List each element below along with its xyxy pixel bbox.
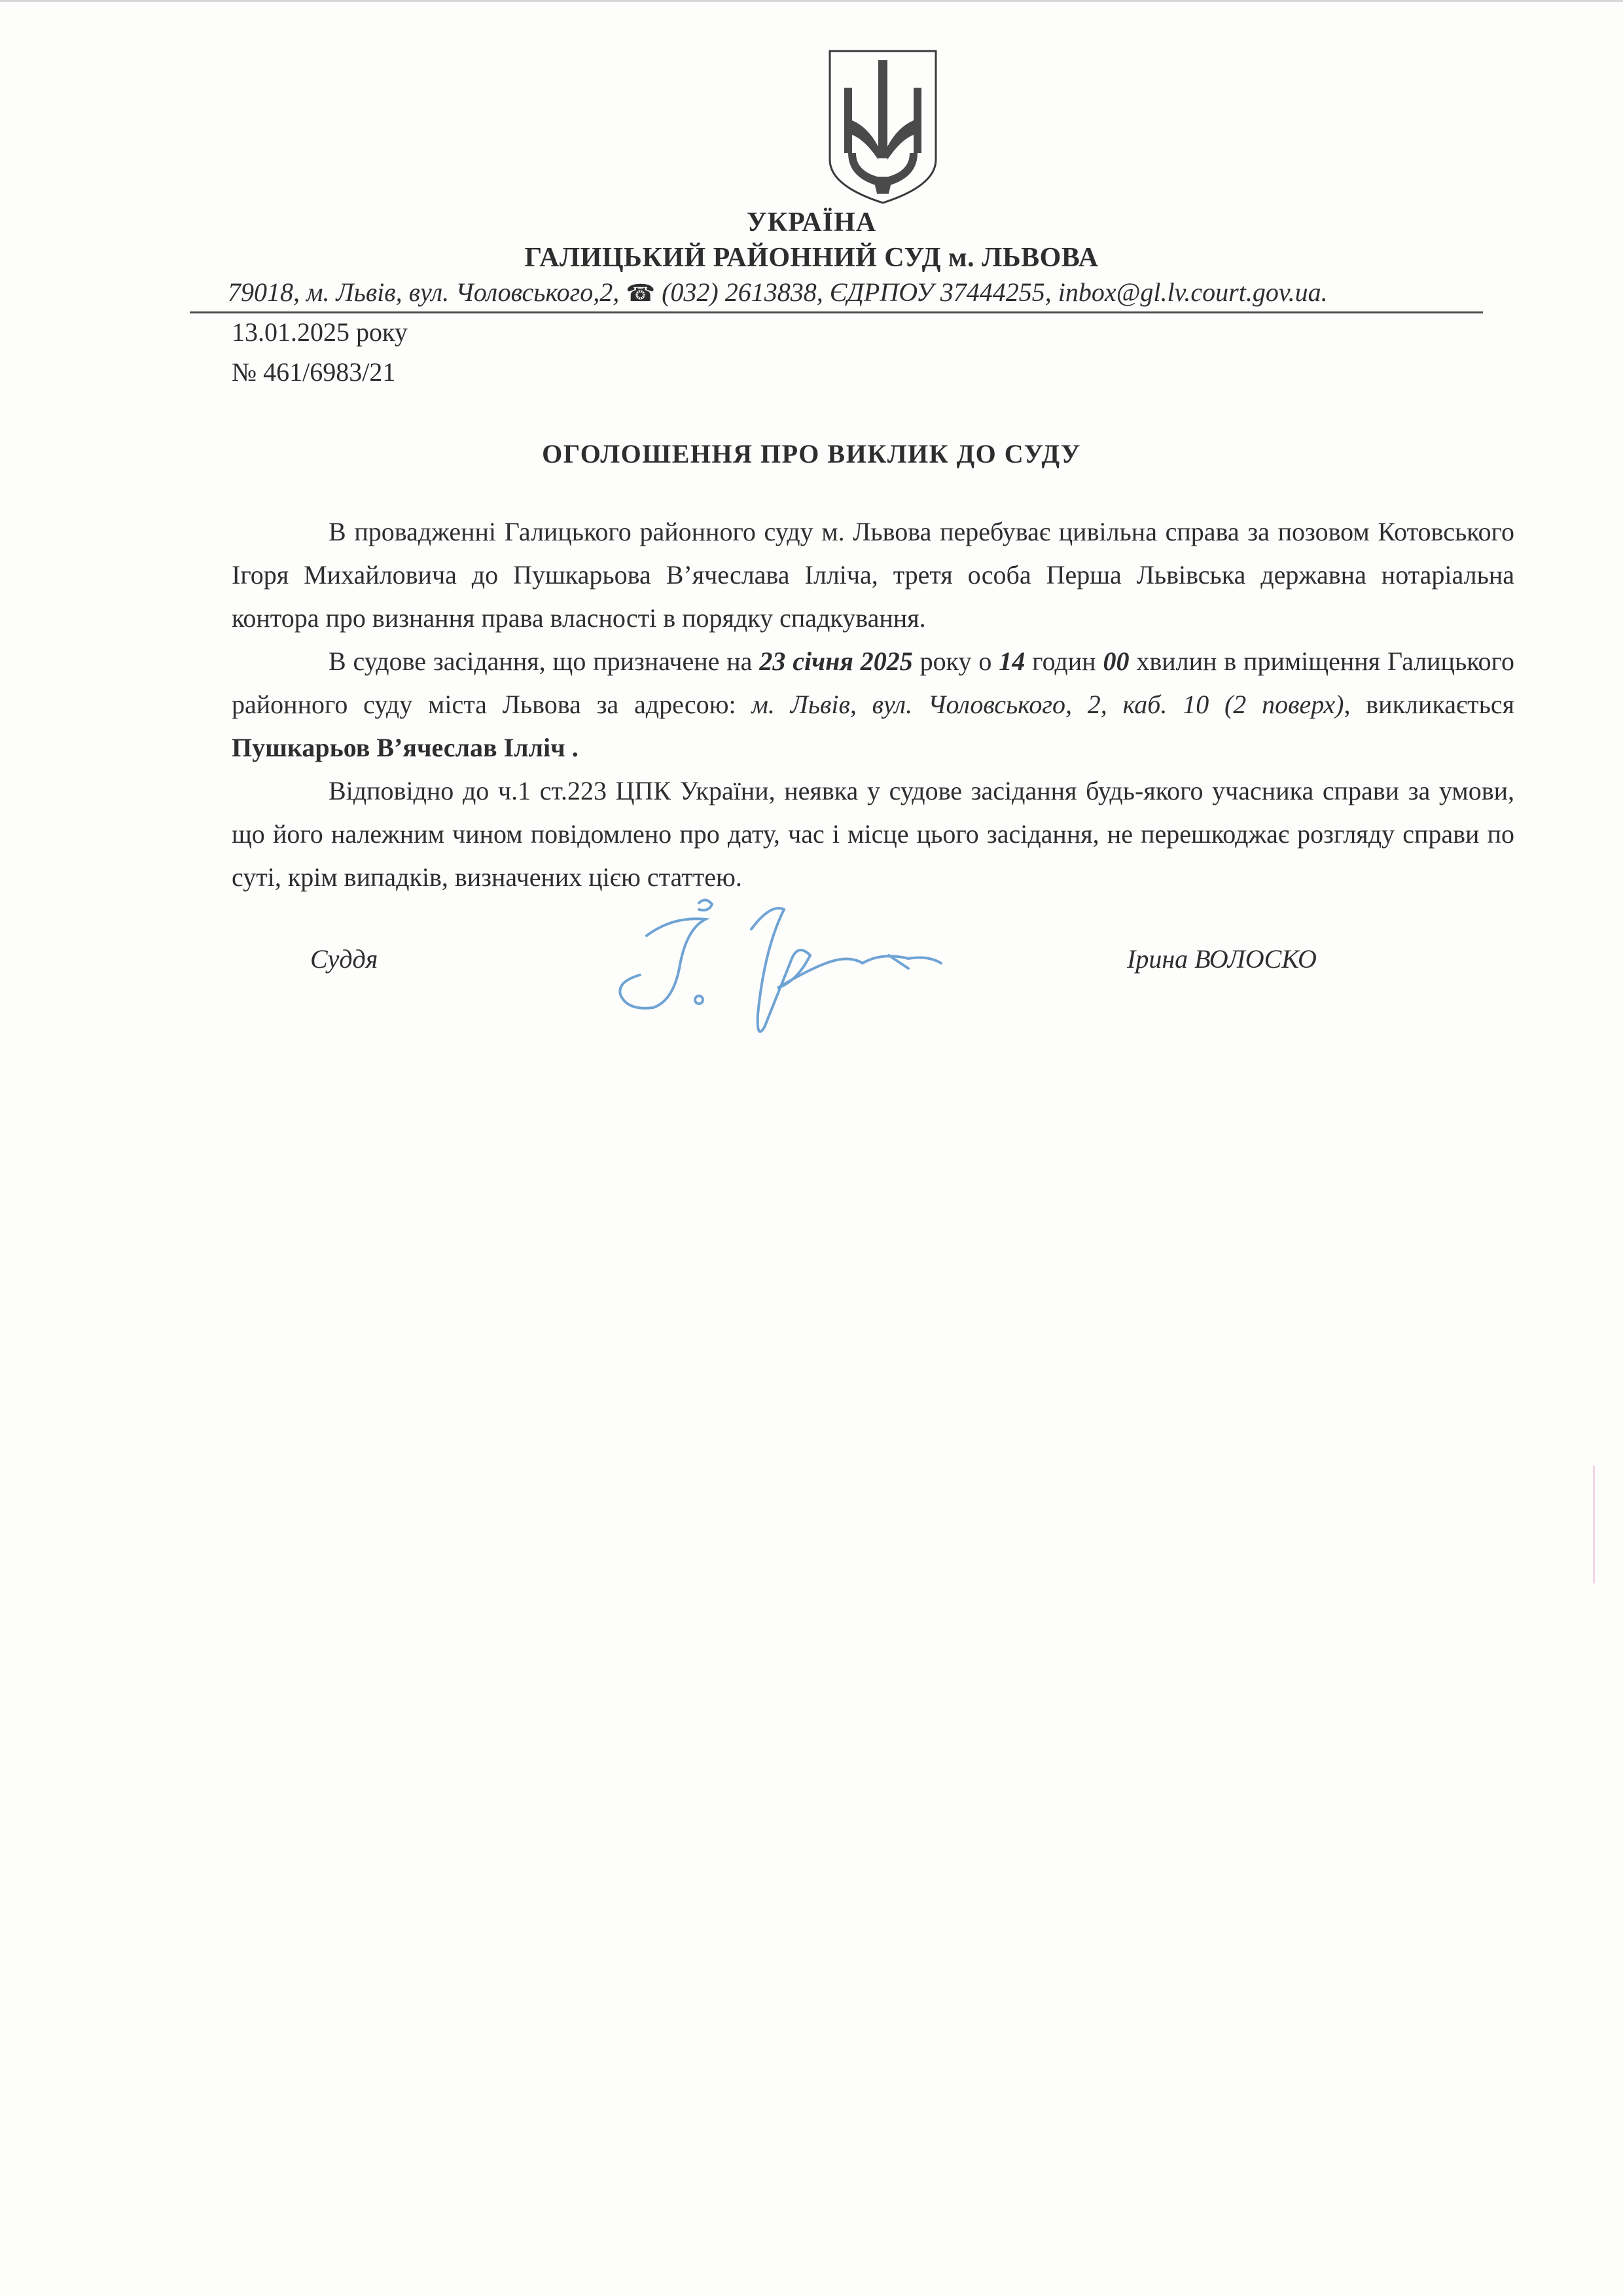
summoned-person: Пушкарьов В’ячеслав Ілліч . [232, 733, 579, 762]
document-body [232, 510, 1514, 899]
hearing-text: року о [912, 646, 999, 676]
signer-role: Суддя [310, 944, 378, 974]
hearing-text: В судове засідання, що призначене на [329, 646, 760, 676]
case-number: № 461/6983/21 [232, 357, 396, 387]
scan-edge-mark [1593, 1466, 1595, 1583]
signer-name: Ірина ВОЛОСКО [1127, 944, 1317, 974]
court-address: 79018, м. Львів, вул. Чоловського,2, [228, 277, 626, 307]
hearing-minutes: 00 [1103, 646, 1130, 676]
document-title: ОГОЛОШЕННЯ ПРО ВИКЛИК ДО СУДУ [542, 439, 1081, 468]
handwritten-signature [601, 890, 967, 1053]
court-phone-code-email: (032) 2613838, ЄДРПОУ 37444255, inbox@gl.lv.court.gov.ua. [655, 277, 1328, 307]
coat-of-arms-trident-icon [826, 48, 940, 205]
court-contacts [228, 277, 1484, 308]
paragraph-hearing [232, 640, 1514, 769]
court-name: ГАЛИЦЬКИЙ РАЙОННИЙ СУД м. ЛЬВОВА [524, 243, 1099, 273]
hearing-text: , викликається [1344, 690, 1515, 719]
country-name: УКРАЇНА [746, 207, 877, 238]
scan-top-edge [0, 0, 1623, 2]
paragraph-case: В провадженні Галицького районного суду м. Львова перебуває цивільна справа за позовом Котовського Ігоря Михайловича до Пушкарьова В’ячеслава Ілліча, третя особа Перша Львівська державна нотаріальна контора про визнання права власності в порядку спадкування. [232, 517, 1514, 633]
hearing-text: годин [1025, 646, 1103, 676]
hearing-hours: 14 [999, 646, 1026, 676]
hearing-text: хвилин в приміщення Галицького районного суду міста Львова за адресою: [232, 646, 1515, 719]
hearing-date: 23 січня 2025 [759, 646, 913, 676]
phone-icon: ☎ [626, 280, 656, 306]
hearing-address: м. Львів, вул. Чоловського, 2, каб. 10 (2 поверх) [751, 690, 1344, 719]
header-divider [190, 311, 1483, 313]
paragraph-law: Відповідно до ч.1 ст.223 ЦПК України, неявка у судове засідання будь-якого учасника справи за умови, що його належним чином повідомлено про дату, час і місце цього засідання, не перешкоджає розгляду справи по суті, крім випадків, визначених цією статтею. [232, 776, 1514, 892]
document-date: 13.01.2025 року [232, 317, 408, 347]
